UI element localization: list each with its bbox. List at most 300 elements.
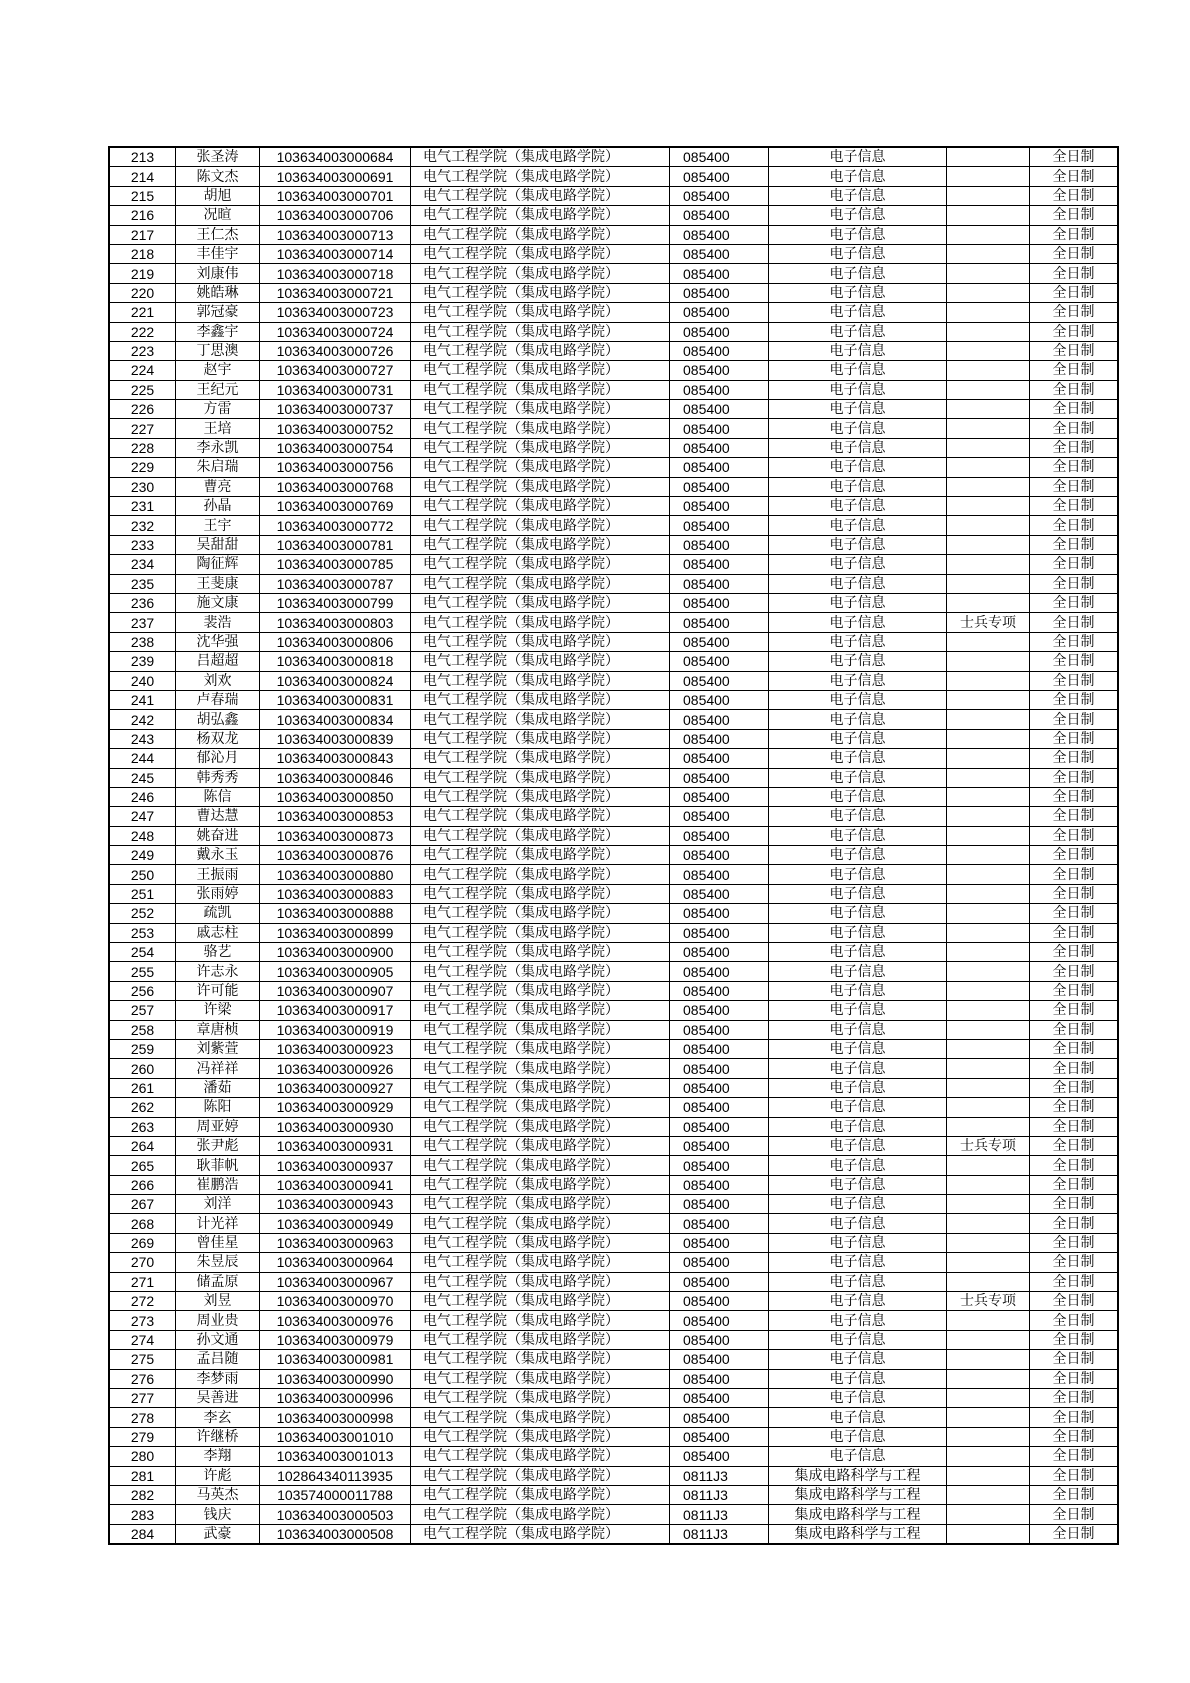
cell-college: 电气工程学院（集成电路学院）: [411, 574, 670, 593]
cell-mode: 全日制: [1030, 497, 1119, 516]
cell-plan: [947, 1427, 1030, 1446]
cell-plan: 士兵专项: [947, 1292, 1030, 1311]
cell-name: 钱庆: [176, 1505, 260, 1524]
cell-major: 电子信息: [769, 1233, 947, 1252]
cell-college: 电气工程学院（集成电路学院）: [411, 1447, 670, 1466]
cell-no: 213: [109, 147, 176, 167]
table-row: [109, 768, 1118, 787]
cell-major-code: 085400: [670, 1389, 769, 1408]
cell-major-code: 085400: [670, 787, 769, 806]
cell-major-code: 085400: [670, 749, 769, 768]
cell-college: 电气工程学院（集成电路学院）: [411, 1039, 670, 1058]
cell-name: 刘昱: [176, 1292, 260, 1311]
cell-no: 218: [109, 244, 176, 263]
cell-major-code: 085400: [670, 884, 769, 903]
cell-no: 258: [109, 1020, 176, 1039]
cell-major: 电子信息: [769, 186, 947, 205]
cell-name: 裴浩: [176, 613, 260, 632]
cell-no: 270: [109, 1253, 176, 1272]
table-row: [109, 555, 1118, 574]
cell-name: 施文康: [176, 593, 260, 612]
cell-college: 电气工程学院（集成电路学院）: [411, 632, 670, 651]
cell-college: 电气工程学院（集成电路学院）: [411, 341, 670, 360]
cell-plan: [947, 574, 1030, 593]
cell-mode: 全日制: [1030, 264, 1119, 283]
cell-mode: 全日制: [1030, 1039, 1119, 1058]
cell-plan: [947, 1447, 1030, 1466]
cell-major: 电子信息: [769, 593, 947, 612]
cell-no: 262: [109, 1098, 176, 1117]
cell-college: 电气工程学院（集成电路学院）: [411, 1389, 670, 1408]
cell-mode: 全日制: [1030, 1292, 1119, 1311]
cell-name: 孙文通: [176, 1330, 260, 1349]
cell-candidate-id: 103634003000831: [260, 690, 411, 709]
cell-mode: 全日制: [1030, 225, 1119, 244]
cell-name: 吴甜甜: [176, 535, 260, 554]
cell-major-code: 085400: [670, 283, 769, 302]
cell-major: 电子信息: [769, 1389, 947, 1408]
cell-mode: 全日制: [1030, 1253, 1119, 1272]
cell-candidate-id: 103634003000996: [260, 1389, 411, 1408]
cell-name: 武豪: [176, 1524, 260, 1544]
cell-major: 集成电路科学与工程: [769, 1505, 947, 1524]
cell-major-code: 085400: [670, 535, 769, 554]
cell-major: 电子信息: [769, 322, 947, 341]
cell-major-code: 085400: [670, 1078, 769, 1097]
cell-major-code: 085400: [670, 923, 769, 942]
cell-college: 电气工程学院（集成电路学院）: [411, 1059, 670, 1078]
cell-major-code: 085400: [670, 710, 769, 729]
cell-college: 电气工程学院（集成电路学院）: [411, 923, 670, 942]
cell-major: 电子信息: [769, 206, 947, 225]
cell-name: 王宇: [176, 516, 260, 535]
cell-college: 电气工程学院（集成电路学院）: [411, 865, 670, 884]
cell-candidate-id: 103634003000803: [260, 613, 411, 632]
cell-major-code: 085400: [670, 322, 769, 341]
cell-plan: [947, 981, 1030, 1000]
cell-major: 电子信息: [769, 807, 947, 826]
cell-college: 电气工程学院（集成电路学院）: [411, 380, 670, 399]
table-row: [109, 1408, 1118, 1427]
cell-candidate-id: 103634003000684: [260, 147, 411, 167]
cell-major: 电子信息: [769, 690, 947, 709]
cell-candidate-id: 103634003000850: [260, 787, 411, 806]
cell-college: 电气工程学院（集成电路学院）: [411, 225, 670, 244]
cell-name: 计光祥: [176, 1214, 260, 1233]
cell-major: 电子信息: [769, 1020, 947, 1039]
cell-plan: [947, 1020, 1030, 1039]
table-row: [109, 1524, 1118, 1544]
cell-no: 250: [109, 865, 176, 884]
cell-candidate-id: 103634003000772: [260, 516, 411, 535]
table-row: [109, 1369, 1118, 1388]
table-row: [109, 186, 1118, 205]
cell-name: 丁思澳: [176, 341, 260, 360]
cell-name: 吴善进: [176, 1389, 260, 1408]
table-row: [109, 1136, 1118, 1155]
cell-college: 电气工程学院（集成电路学院）: [411, 535, 670, 554]
cell-major: 电子信息: [769, 613, 947, 632]
cell-major: 电子信息: [769, 1253, 947, 1272]
cell-mode: 全日制: [1030, 613, 1119, 632]
cell-mode: 全日制: [1030, 865, 1119, 884]
cell-major-code: 085400: [670, 1156, 769, 1175]
cell-plan: [947, 516, 1030, 535]
cell-name: 马英杰: [176, 1485, 260, 1504]
cell-candidate-id: 103634003000503: [260, 1505, 411, 1524]
cell-plan: [947, 147, 1030, 167]
cell-no: 232: [109, 516, 176, 535]
cell-mode: 全日制: [1030, 147, 1119, 167]
cell-candidate-id: 103634003000843: [260, 749, 411, 768]
cell-major: 电子信息: [769, 943, 947, 962]
table-row: [109, 749, 1118, 768]
cell-plan: [947, 400, 1030, 419]
cell-name: 曾佳星: [176, 1233, 260, 1252]
cell-no: 215: [109, 186, 176, 205]
cell-major-code: 0811J3: [670, 1505, 769, 1524]
table-row: [109, 884, 1118, 903]
cell-mode: 全日制: [1030, 1175, 1119, 1194]
cell-name: 方雷: [176, 400, 260, 419]
cell-name: 姚奋进: [176, 826, 260, 845]
cell-no: 233: [109, 535, 176, 554]
cell-mode: 全日制: [1030, 1466, 1119, 1485]
cell-mode: 全日制: [1030, 1136, 1119, 1155]
cell-plan: [947, 206, 1030, 225]
cell-major: 电子信息: [769, 1001, 947, 1020]
cell-mode: 全日制: [1030, 884, 1119, 903]
cell-plan: [947, 535, 1030, 554]
cell-plan: [947, 826, 1030, 845]
cell-college: 电气工程学院（集成电路学院）: [411, 807, 670, 826]
table-row: [109, 846, 1118, 865]
cell-major-code: 085400: [670, 865, 769, 884]
cell-mode: 全日制: [1030, 1505, 1119, 1524]
cell-name: 王振雨: [176, 865, 260, 884]
cell-no: 242: [109, 710, 176, 729]
cell-plan: [947, 807, 1030, 826]
cell-major-code: 085400: [670, 438, 769, 457]
table-row: [109, 1039, 1118, 1058]
cell-college: 电气工程学院（集成电路学院）: [411, 400, 670, 419]
cell-candidate-id: 103634003000706: [260, 206, 411, 225]
cell-major-code: 085400: [670, 244, 769, 263]
cell-candidate-id: 103634003000964: [260, 1253, 411, 1272]
table-row: [109, 147, 1118, 167]
cell-candidate-id: 103634003001010: [260, 1427, 411, 1446]
cell-college: 电气工程学院（集成电路学院）: [411, 1175, 670, 1194]
cell-plan: [947, 1098, 1030, 1117]
table-row: [109, 380, 1118, 399]
cell-mode: 全日制: [1030, 574, 1119, 593]
cell-candidate-id: 103634003001013: [260, 1447, 411, 1466]
table-row: [109, 341, 1118, 360]
cell-major: 电子信息: [769, 341, 947, 360]
cell-mode: 全日制: [1030, 186, 1119, 205]
cell-candidate-id: 103634003000941: [260, 1175, 411, 1194]
cell-college: 电气工程学院（集成电路学院）: [411, 884, 670, 903]
table-row: [109, 1485, 1118, 1504]
cell-name: 郭冠豪: [176, 303, 260, 322]
cell-major: 电子信息: [769, 865, 947, 884]
cell-mode: 全日制: [1030, 400, 1119, 419]
table-row: [109, 477, 1118, 496]
cell-no: 237: [109, 613, 176, 632]
cell-no: 239: [109, 652, 176, 671]
cell-major-code: 085400: [670, 1253, 769, 1272]
cell-major: 电子信息: [769, 981, 947, 1000]
cell-name: 王斐康: [176, 574, 260, 593]
cell-no: 278: [109, 1408, 176, 1427]
cell-no: 283: [109, 1505, 176, 1524]
cell-college: 电气工程学院（集成电路学院）: [411, 1369, 670, 1388]
cell-no: 246: [109, 787, 176, 806]
cell-major-code: 085400: [670, 458, 769, 477]
cell-major-code: 0811J3: [670, 1466, 769, 1485]
cell-no: 281: [109, 1466, 176, 1485]
cell-mode: 全日制: [1030, 283, 1119, 302]
table-row: [109, 438, 1118, 457]
cell-mode: 全日制: [1030, 438, 1119, 457]
cell-college: 电气工程学院（集成电路学院）: [411, 826, 670, 845]
cell-major: 电子信息: [769, 826, 947, 845]
cell-plan: [947, 1485, 1030, 1504]
cell-mode: 全日制: [1030, 826, 1119, 845]
cell-major-code: 085400: [670, 380, 769, 399]
cell-candidate-id: 103634003000726: [260, 341, 411, 360]
cell-mode: 全日制: [1030, 419, 1119, 438]
cell-candidate-id: 103634003000723: [260, 303, 411, 322]
cell-mode: 全日制: [1030, 206, 1119, 225]
cell-mode: 全日制: [1030, 904, 1119, 923]
cell-major-code: 085400: [670, 1117, 769, 1136]
cell-candidate-id: 103634003000714: [260, 244, 411, 263]
table-row: [109, 1466, 1118, 1485]
cell-major: 电子信息: [769, 264, 947, 283]
table-row: [109, 1117, 1118, 1136]
cell-major: 电子信息: [769, 477, 947, 496]
cell-candidate-id: 103634003000721: [260, 283, 411, 302]
cell-mode: 全日制: [1030, 1117, 1119, 1136]
cell-mode: 全日制: [1030, 1214, 1119, 1233]
cell-major-code: 085400: [670, 419, 769, 438]
cell-candidate-id: 103634003000927: [260, 1078, 411, 1097]
cell-college: 电气工程学院（集成电路学院）: [411, 690, 670, 709]
cell-name: 疏凯: [176, 904, 260, 923]
cell-plan: 士兵专项: [947, 613, 1030, 632]
cell-candidate-id: 103634003000917: [260, 1001, 411, 1020]
cell-mode: 全日制: [1030, 1195, 1119, 1214]
cell-major: 电子信息: [769, 244, 947, 263]
cell-no: 266: [109, 1175, 176, 1194]
cell-major-code: 085400: [670, 1039, 769, 1058]
cell-name: 张圣涛: [176, 147, 260, 167]
cell-major: 电子信息: [769, 1330, 947, 1349]
cell-candidate-id: 103634003000931: [260, 1136, 411, 1155]
cell-college: 电气工程学院（集成电路学院）: [411, 1466, 670, 1485]
cell-mode: 全日制: [1030, 477, 1119, 496]
cell-college: 电气工程学院（集成电路学院）: [411, 458, 670, 477]
cell-candidate-id: 103634003000981: [260, 1350, 411, 1369]
cell-major-code: 085400: [670, 225, 769, 244]
cell-college: 电气工程学院（集成电路学院）: [411, 1253, 670, 1272]
cell-plan: [947, 186, 1030, 205]
cell-major: 电子信息: [769, 1039, 947, 1058]
cell-mode: 全日制: [1030, 535, 1119, 554]
cell-name: 张雨婷: [176, 884, 260, 903]
cell-plan: [947, 1389, 1030, 1408]
cell-college: 电气工程学院（集成电路学院）: [411, 264, 670, 283]
cell-mode: 全日制: [1030, 787, 1119, 806]
cell-plan: [947, 1350, 1030, 1369]
cell-name: 周亚婷: [176, 1117, 260, 1136]
cell-plan: [947, 438, 1030, 457]
cell-no: 217: [109, 225, 176, 244]
cell-major: 电子信息: [769, 1311, 947, 1330]
cell-plan: [947, 1039, 1030, 1058]
cell-college: 电气工程学院（集成电路学院）: [411, 206, 670, 225]
cell-mode: 全日制: [1030, 943, 1119, 962]
cell-major-code: 085400: [670, 1175, 769, 1194]
cell-candidate-id: 103634003000787: [260, 574, 411, 593]
cell-no: 265: [109, 1156, 176, 1175]
cell-name: 戴永玉: [176, 846, 260, 865]
cell-major-code: 085400: [670, 555, 769, 574]
cell-plan: [947, 264, 1030, 283]
cell-plan: [947, 1272, 1030, 1291]
cell-major: 电子信息: [769, 671, 947, 690]
cell-plan: [947, 923, 1030, 942]
cell-name: 许梁: [176, 1001, 260, 1020]
cell-no: 220: [109, 283, 176, 302]
cell-no: 275: [109, 1350, 176, 1369]
cell-major-code: 085400: [670, 1195, 769, 1214]
cell-major-code: 085400: [670, 943, 769, 962]
cell-candidate-id: 103634003000943: [260, 1195, 411, 1214]
cell-plan: [947, 1311, 1030, 1330]
cell-no: 241: [109, 690, 176, 709]
cell-candidate-id: 103634003000883: [260, 884, 411, 903]
cell-major: 电子信息: [769, 1098, 947, 1117]
cell-name: 张尹彪: [176, 1136, 260, 1155]
cell-major-code: 0811J3: [670, 1524, 769, 1544]
cell-mode: 全日制: [1030, 1524, 1119, 1544]
cell-plan: [947, 1214, 1030, 1233]
cell-no: 223: [109, 341, 176, 360]
cell-college: 电气工程学院（集成电路学院）: [411, 1505, 670, 1524]
cell-candidate-id: 103634003000756: [260, 458, 411, 477]
cell-name: 储孟原: [176, 1272, 260, 1291]
cell-major: 电子信息: [769, 710, 947, 729]
cell-major: 电子信息: [769, 438, 947, 457]
cell-major-code: 085400: [670, 1350, 769, 1369]
cell-mode: 全日制: [1030, 690, 1119, 709]
cell-mode: 全日制: [1030, 981, 1119, 1000]
cell-college: 电气工程学院（集成电路学院）: [411, 1427, 670, 1446]
table-row: [109, 1311, 1118, 1330]
cell-name: 沈华强: [176, 632, 260, 651]
table-row: [109, 1330, 1118, 1349]
cell-mode: 全日制: [1030, 1272, 1119, 1291]
cell-college: 电气工程学院（集成电路学院）: [411, 749, 670, 768]
cell-major-code: 085400: [670, 846, 769, 865]
cell-mode: 全日制: [1030, 555, 1119, 574]
cell-major: 电子信息: [769, 458, 947, 477]
cell-plan: [947, 1369, 1030, 1388]
cell-no: 251: [109, 884, 176, 903]
cell-major-code: 085400: [670, 477, 769, 496]
cell-no: 272: [109, 1292, 176, 1311]
cell-candidate-id: 103634003000907: [260, 981, 411, 1000]
cell-plan: [947, 943, 1030, 962]
cell-major: 电子信息: [769, 535, 947, 554]
cell-plan: [947, 497, 1030, 516]
cell-major: 电子信息: [769, 1447, 947, 1466]
table-row: [109, 865, 1118, 884]
table-row: [109, 400, 1118, 419]
cell-name: 吕超超: [176, 652, 260, 671]
cell-plan: [947, 555, 1030, 574]
cell-mode: 全日制: [1030, 167, 1119, 186]
cell-mode: 全日制: [1030, 962, 1119, 981]
cell-mode: 全日制: [1030, 1233, 1119, 1252]
cell-mode: 全日制: [1030, 1485, 1119, 1504]
cell-major: 电子信息: [769, 1175, 947, 1194]
cell-college: 电气工程学院（集成电路学院）: [411, 244, 670, 263]
cell-candidate-id: 103634003000731: [260, 380, 411, 399]
cell-name: 李鑫宇: [176, 322, 260, 341]
cell-college: 电气工程学院（集成电路学院）: [411, 981, 670, 1000]
cell-name: 潘茹: [176, 1078, 260, 1097]
cell-candidate-id: 103634003000998: [260, 1408, 411, 1427]
cell-name: 丰佳宇: [176, 244, 260, 263]
cell-no: 259: [109, 1039, 176, 1058]
cell-no: 244: [109, 749, 176, 768]
cell-plan: [947, 1156, 1030, 1175]
cell-candidate-id: 103634003000873: [260, 826, 411, 845]
cell-name: 冯祥祥: [176, 1059, 260, 1078]
cell-no: 253: [109, 923, 176, 942]
cell-mode: 全日制: [1030, 729, 1119, 748]
cell-major: 电子信息: [769, 497, 947, 516]
cell-name: 郁沁月: [176, 749, 260, 768]
cell-plan: [947, 1233, 1030, 1252]
cell-mode: 全日制: [1030, 923, 1119, 942]
cell-name: 崔鹏浩: [176, 1175, 260, 1194]
cell-plan: [947, 1175, 1030, 1194]
cell-no: 273: [109, 1311, 176, 1330]
cell-major: 集成电路科学与工程: [769, 1524, 947, 1544]
cell-major: 电子信息: [769, 632, 947, 651]
cell-name: 朱启瑞: [176, 458, 260, 477]
cell-major-code: 085400: [670, 147, 769, 167]
cell-candidate-id: 103634003000929: [260, 1098, 411, 1117]
cell-major: 电子信息: [769, 768, 947, 787]
cell-major-code: 085400: [670, 361, 769, 380]
cell-major-code: 085400: [670, 1020, 769, 1039]
cell-no: 254: [109, 943, 176, 962]
cell-candidate-id: 103634003000876: [260, 846, 411, 865]
cell-name: 李翔: [176, 1447, 260, 1466]
cell-no: 216: [109, 206, 176, 225]
cell-mode: 全日制: [1030, 710, 1119, 729]
cell-major: 电子信息: [769, 283, 947, 302]
cell-major-code: 085400: [670, 768, 769, 787]
cell-plan: [947, 749, 1030, 768]
cell-major: 电子信息: [769, 1369, 947, 1388]
table-row: [109, 1447, 1118, 1466]
